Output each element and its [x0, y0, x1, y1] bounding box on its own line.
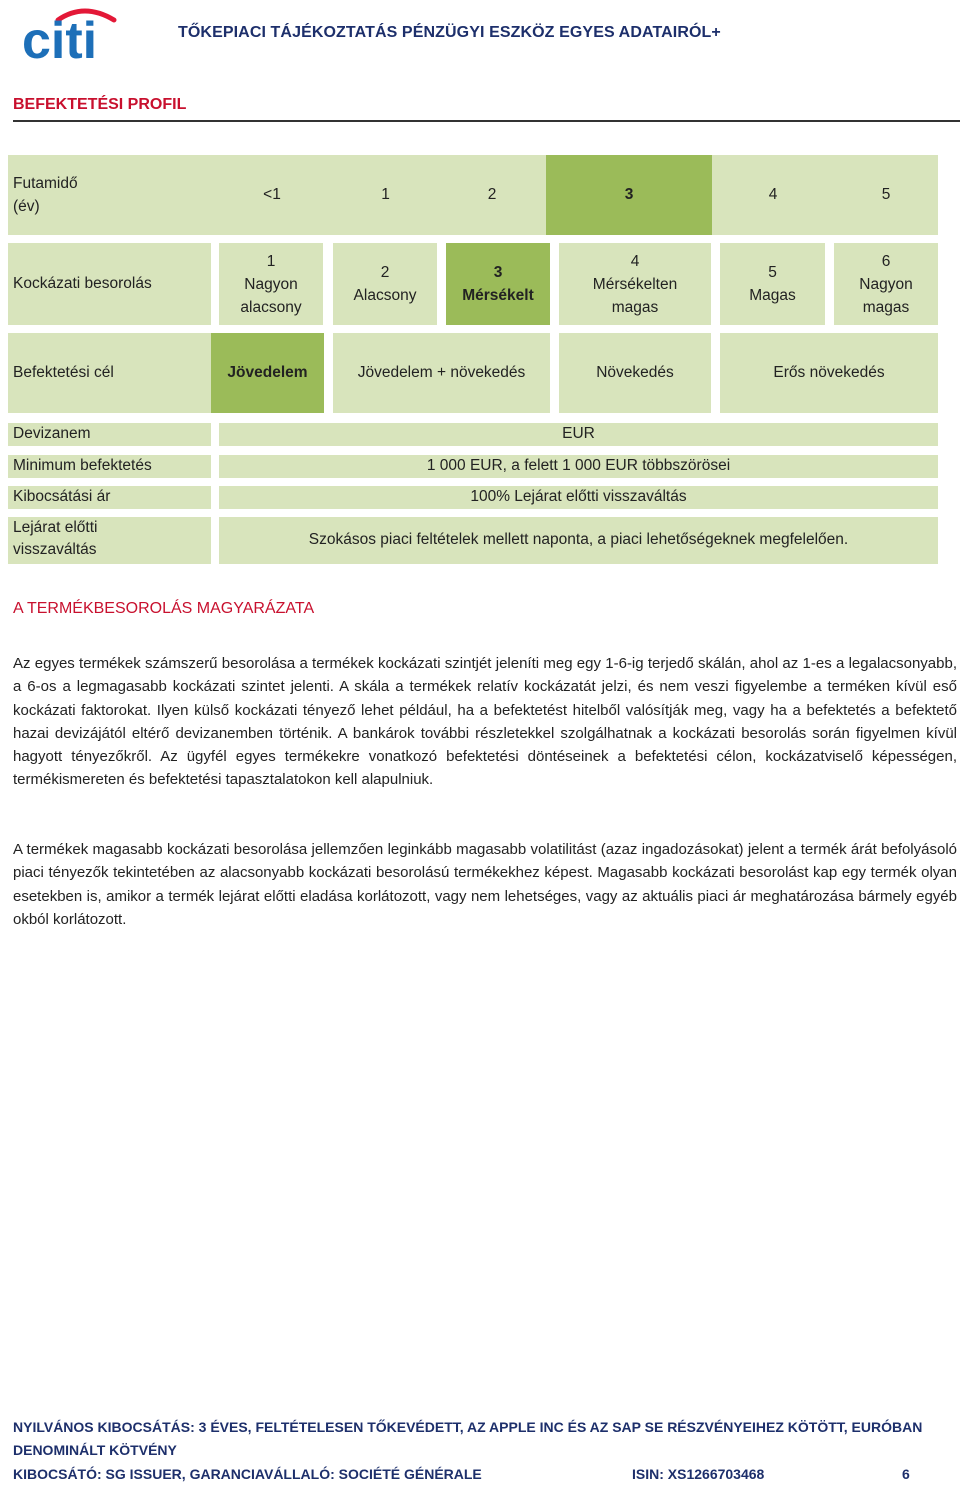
goal-option: Erős növekedés: [720, 333, 938, 413]
footer-issuer: KIBOCSÁTÓ: SG ISSUER, GARANCIAVÁLLALÓ: SOCIÉTÉ GÉNÉRALE: [13, 1466, 482, 1482]
footer-product-line1: NYILVÁNOS KIBOCSÁTÁS: 3 ÉVES, FELTÉTELESEN TŐKEVÉDETT, AZ APPLE INC ÉS AZ SAP SE RÉSZVÉNYEIHEZ KÖTÖTT, EURÓBAN: [13, 1419, 923, 1435]
horizon-value: 2: [438, 155, 546, 235]
section-divider: [13, 120, 960, 122]
footer-isin: ISIN: XS1266703468: [632, 1466, 765, 1482]
horizon-value-selected: 3: [546, 155, 712, 235]
explanation-section-title: A TERMÉKBESOROLÁS MAGYARÁZATA: [13, 600, 315, 617]
horizon-value: 4: [712, 155, 834, 235]
goal-option: Növekedés: [559, 333, 711, 413]
risk-class-1: 1 Nagyon alacsony: [219, 243, 323, 325]
page-number: 6: [902, 1466, 910, 1482]
explanation-paragraph-2: A termékek magasabb kockázati besorolása jellemzően leginkább magasabb volatilitást (azaz ingadozásokat) jelent a termék árát befolyásoló piaci tényezők tekintetében az alacsonyabb kockázati besorolású termékekhez képest. Magasabb kockázati besorolást kap egy termék olyan esetekben is, amikor a termék lejárat előtti eladása korlátozott, vagy nem lehetséges, vagy az aktuális piaci ár meghatározása bármely egyéb okból korlátozott.: [13, 841, 957, 928]
early-redemption-value: Szokásos piaci feltételek mellett naponta, a piaci lehetőségeknek megfelelően.: [219, 517, 938, 564]
horizon-label: Futamidő (év): [8, 155, 211, 235]
document-title: TŐKEPIACI TÁJÉKOZTATÁS PÉNZÜGYI ESZKÖZ EGYES ADATAIRÓL+: [178, 24, 721, 41]
min-investment-value: 1 000 EUR, a felett 1 000 EUR többszörösei: [219, 455, 938, 478]
citi-logo: [22, 6, 122, 62]
early-redemption-label: Lejárat előtti visszaváltás: [8, 517, 211, 564]
risk-class-6: 6 Nagyon magas: [834, 243, 938, 325]
horizon-value: 5: [834, 155, 938, 235]
risk-label: Kockázati besorolás: [8, 243, 211, 325]
risk-class-2: 2 Alacsony: [333, 243, 437, 325]
horizon-value: <1: [211, 155, 333, 235]
risk-class-5: 5 Magas: [720, 243, 825, 325]
goal-option: Jövedelem + növekedés: [333, 333, 550, 413]
horizon-value: 1: [333, 155, 438, 235]
profile-section-title: BEFEKTETÉSI PROFIL: [13, 96, 187, 113]
risk-class-4: 4 Mérsékelten magas: [559, 243, 711, 325]
issue-price-label: Kibocsátási ár: [8, 486, 211, 509]
risk-class-3-selected: 3 Mérsékelt: [446, 243, 550, 325]
explanation-paragraph-1: Az egyes termékek számszerű besorolása a termékek kockázati szintjét jeleníti meg egy 1-6-ig terjedő skálán, ahol az 1-es a legalacsonyabb, a 6-os a legmagasabb kockázati szintet jelenti. A skála a termékek relatív kockázatát jelzi, és nem veszi figyelembe a terméken kívül eső kockázati faktorokat. Ilyen külső kockázati tényező lehet például, ha a befektetést hitelből valósítják meg, vagy ha a befektetés a befektető hazai devizájától eltérő devizanemben történik. A bankárok további részletekkel szolgálhatnak a kockázati besorolás során figyelmen kívül hagyott tényezőkről. Az ügyfél egyes termékekre vonatkozó befektetési döntéseinek a befektetési célon, kockázatviselő képességen, termékismereten és befektetési tapasztalatokon kell alapulniuk.: [13, 655, 957, 789]
goal-selected: Jövedelem: [211, 333, 324, 413]
goal-label: Befektetési cél: [8, 333, 211, 413]
min-investment-label: Minimum befektetés: [8, 455, 211, 478]
currency-value: EUR: [219, 423, 938, 446]
footer-product-line2: DENOMINÁLT KÖTVÉNY: [13, 1442, 177, 1458]
currency-label: Devizanem: [8, 423, 211, 446]
issue-price-value: 100% Lejárat előtti visszaváltás: [219, 486, 938, 509]
svg-text:citi: citi: [22, 12, 98, 62]
